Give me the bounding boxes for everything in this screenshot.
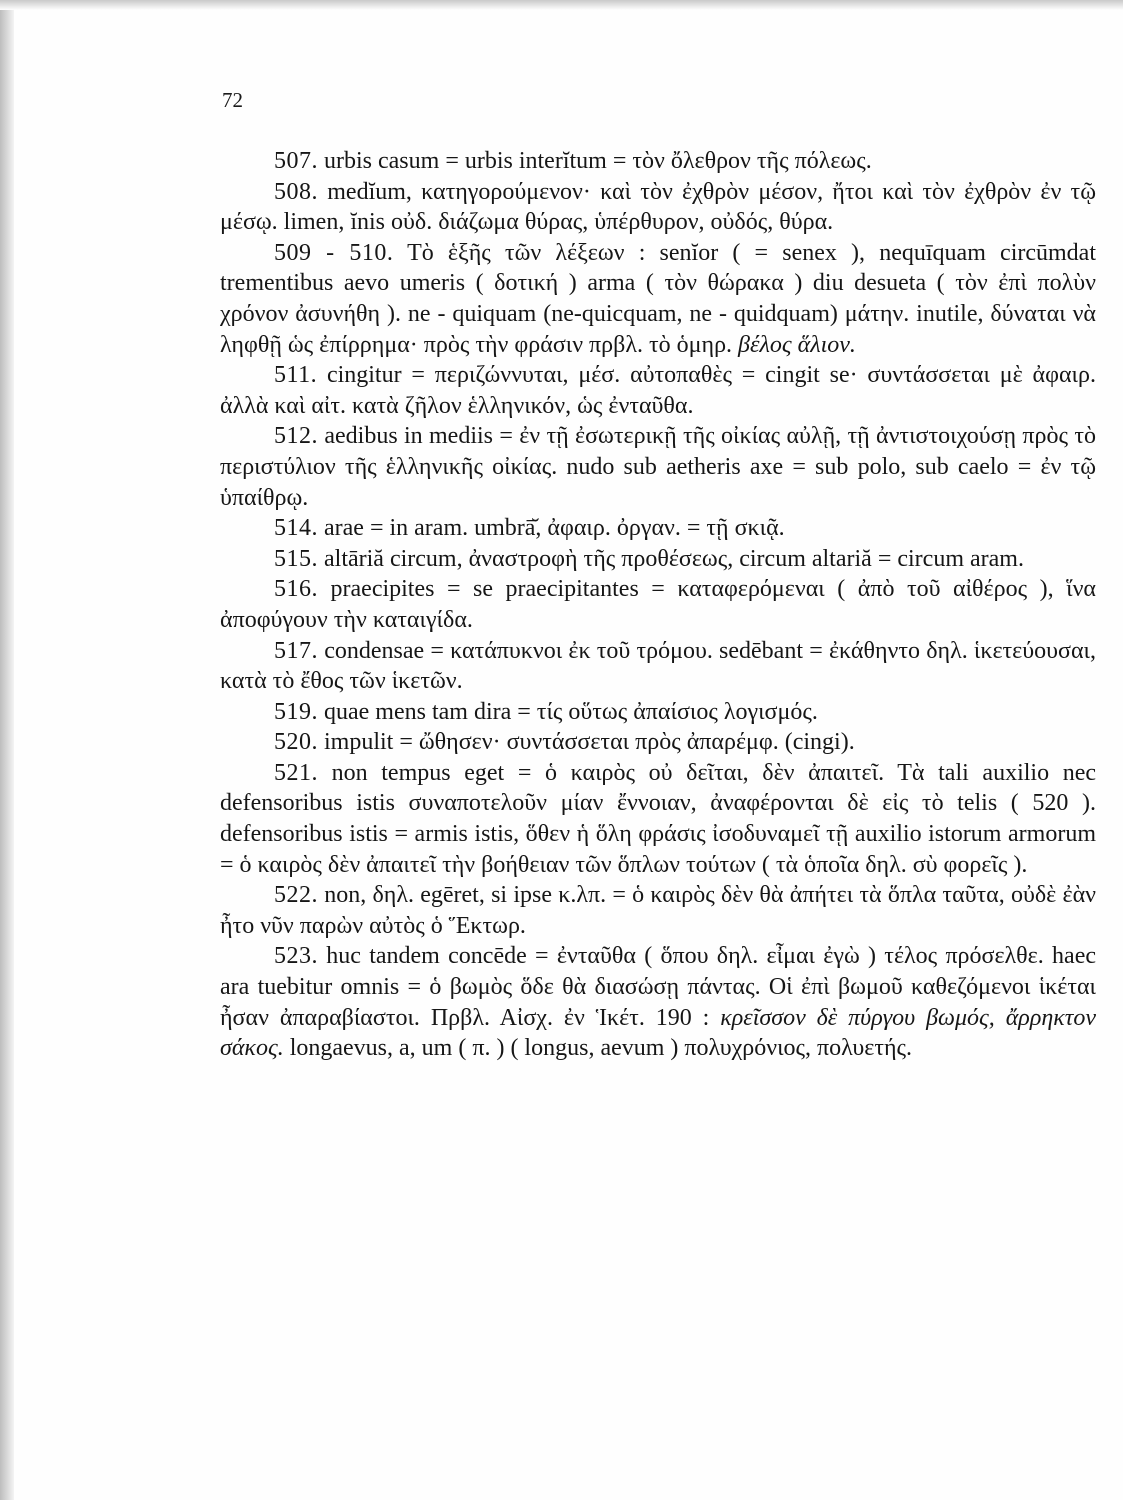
commentary-text bbox=[220, 146, 1096, 1064]
entry-italic-quote: κρεῖσσον δὲ πύργου βωμός, ἄρρηκτον σάκος. bbox=[220, 1004, 1097, 1062]
entry-521 bbox=[220, 758, 1096, 880]
entry-italic-quote: βέλος ἅλιον. bbox=[738, 331, 856, 358]
entry-508 bbox=[220, 177, 1096, 238]
entry-511 bbox=[220, 360, 1096, 421]
entry-523 bbox=[220, 941, 1096, 1063]
entry-522 bbox=[220, 880, 1096, 941]
entry-text: urbis casum = urbis interĭtum = τὸν ὄλεθρον τῆς πόλεως. bbox=[324, 148, 872, 174]
entry-text: medĭum, κατηγορούμενον· καὶ τὸν ἐχθρὸν μέσον, ἤτοι καὶ τὸν ἐχθρὸν ἐν τῷ μέσῳ. limen, ĭnis οὐδ. διάζωμα θύρας, ὑπέρθυρον, οὐδός, θύρα. bbox=[220, 178, 1097, 236]
scan-shadow-left bbox=[0, 0, 14, 1500]
entry-520 bbox=[220, 727, 1096, 758]
entry-text: quae mens tam dira = τίς οὕτως ἀπαίσιος λογισμός. bbox=[324, 698, 818, 725]
entry-509-510 bbox=[220, 238, 1096, 360]
scan-shadow-top bbox=[0, 0, 1123, 10]
entry-number: 519. bbox=[274, 698, 318, 725]
entry-number: 509 - 510. bbox=[274, 239, 394, 266]
entry-text: non tempus eget = ὁ καιρὸς οὐ δεῖται, δὲν ἀπαιτεῖ. Τὰ tali auxilio nec defensoribus istis συναποτελοῦν μίαν ἔννοιαν, ἀναφέρονται δὲ εἰς τὸ telis ( 520 ). defensoribus istis = armis istis, ὅθεν ἡ ὅλη φράσις ἰσοδυναμεῖ τῇ auxilio istorum armorum = ὁ καιρὸς δὲν ἀπαιτεῖ τὴν βοήθειαν τῶν ὅπλων τούτων ( τὰ ὁποῖα δηλ. σὺ φορεῖς ). bbox=[220, 759, 1097, 878]
entry-number: 515. bbox=[274, 545, 318, 572]
entry-text: non, δηλ. egēret, si ipse κ.λπ. = ὁ καιρὸς δὲν θὰ ἀπήτει τὰ ὅπλα ταῦτα, οὐδὲ ἐὰν ἦτο νῦν παρὼν αὐτὸς ὁ Ἕκτωρ. bbox=[220, 882, 1097, 939]
entry-number: 512. bbox=[274, 423, 318, 450]
entry-512 bbox=[220, 421, 1096, 513]
entry-number: 516. bbox=[274, 576, 318, 603]
entry-text: Τὸ ἑξῆς τῶν λέξεων : senĭor ( = senex ), nequīquam circūmdat trementibus aevo umeris ( δοτική ) arma ( τὸν θώρακα ) diu desueta ( τὸν ἐπὶ πολὺν χρόνον ἀσυνήθη ). ne - quiquam (ne-quicquam, ne - quidquam) μάτην. inutile, δύναται νὰ ληφθῇ ὡς ἐπίρρημα· πρὸς τὴν φράσιν πρβλ. τὸ ὁμηρ. bbox=[220, 239, 1096, 358]
entry-text: arae = in aram. umbrā̆, ἀφαιρ. ὀργαν. = τῇ σκιᾷ. bbox=[324, 515, 785, 542]
entry-text: aedibus in mediis = ἐν τῇ ἐσωτερικῇ τῆς οἰκίας αὐλῇ, τῇ ἀντιστοιχούσῃ πρὸς τὸ περιστύλιον τῆς ἑλληνικῆς οἰκίας. nudo sub aetheris axe = sub polo, sub caelo = ἐν τῷ ὑπαίθρῳ. bbox=[220, 423, 1096, 511]
entry-text-tail: longaevus, a, um ( π. ) ( longus, aevum ) πολυχρόνιος, πολυετής. bbox=[289, 1035, 913, 1062]
entry-517 bbox=[220, 636, 1096, 697]
page-number: 72 bbox=[222, 88, 243, 112]
entry-text: huc tandem concēde = ἐνταῦθα ( ὅπου δηλ. εἶμαι ἐγὼ ) τέλος πρόσελθε. haec ara tuebitur omnis = ὁ βωμὸς ὅδε θὰ διασώσῃ πάντας. Οἱ ἐπὶ βωμοῦ καθεζόμενοι ἱκέται ἦσαν ἀπαραβίαστοι. Πρβλ. Αἰσχ. ἐν Ἱκέτ. 190 : bbox=[220, 943, 1096, 1031]
entry-number: 521. bbox=[274, 759, 318, 786]
entry-text: cingitur = περιζώννυται, μέσ. αὐτοπαθὲς = cingit se· συντάσσεται μὲ ἀφαιρ. ἀλλὰ καὶ αἰτ. κατὰ ζῆλον ἑλληνικόν, ὡς ἐνταῦθα. bbox=[220, 362, 1096, 419]
entry-number: 514. bbox=[274, 515, 318, 542]
entry-text: altāriă circum, ἀναστροφὴ τῆς προθέσεως, circum altariă = circum aram. bbox=[324, 545, 1024, 572]
entry-number: 517. bbox=[274, 637, 318, 664]
entry-516 bbox=[220, 574, 1096, 635]
entry-number: 507. bbox=[274, 148, 318, 174]
entry-text: impulit = ὤθησεν· συντάσσεται πρὸς ἀπαρέμφ. (cingi). bbox=[324, 729, 855, 756]
entry-507 bbox=[220, 146, 1096, 177]
entry-text: condensae = κατάπυκνοι ἐκ τοῦ τρόμου. sedēbant = ἐκάθηντο δηλ. ἱκετεύουσαι, κατὰ τὸ ἔθος τῶν ἱκετῶν. bbox=[220, 637, 1096, 695]
entry-number: 522. bbox=[274, 882, 318, 909]
entry-number: 523. bbox=[274, 943, 318, 970]
entry-515 bbox=[220, 544, 1096, 575]
entry-519 bbox=[220, 697, 1096, 728]
entry-514 bbox=[220, 513, 1096, 544]
entry-number: 520. bbox=[274, 729, 318, 756]
entry-number: 511. bbox=[274, 362, 318, 389]
entry-text: praecipites = se praecipitantes = καταφερόμεναι ( ἀπὸ τοῦ αἰθέρος ), ἵνα ἀποφύγουν τὴν καταιγίδα. bbox=[220, 576, 1096, 633]
entry-number: 508. bbox=[274, 178, 318, 205]
